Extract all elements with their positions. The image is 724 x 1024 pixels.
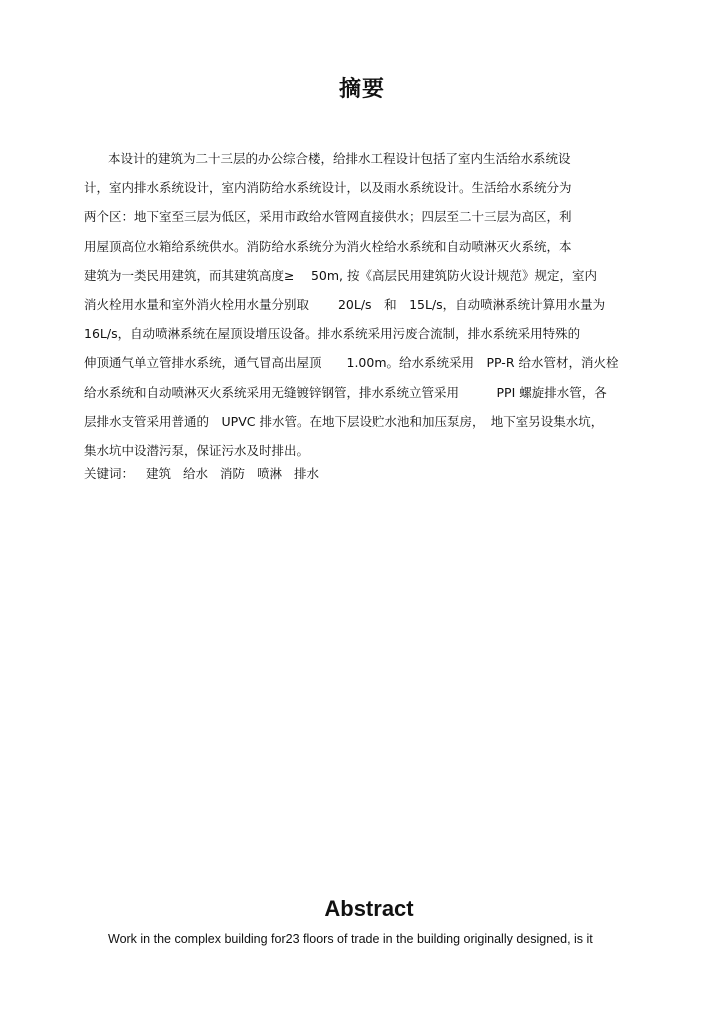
abstract-line: 集水坑中设潜污泵，保证污水及时排出。 [84, 442, 310, 458]
abstract-line: 16L/s，自动喷淋系统在屋顶设增压设备。排水系统采用污废合流制，排水系统采用特殊的 [84, 326, 581, 342]
abstract-line: 层排水支管采用普通的 UPVC 排水管。在地下层设贮水池和加压泵房， 地下室另设集水坑， [84, 413, 604, 429]
abstract-line: 用屋顶高位水箱给系统供水。消防给水系统分为消火栓给水系统和自动喷淋灭火系统，本 [84, 238, 572, 254]
abstract-line: 给水系统和自动喷淋灭火系统采用无缝镀锌钢管，排水系统立管采用 PPI 螺旋排水管，各 [84, 384, 607, 400]
abstract-line: 本设计的建筑为二十三层的办公综合楼，给排水工程设计包括了室内生活给水系统设 [108, 151, 571, 166]
keyword: 给水 [183, 466, 209, 482]
abstract-line: 消火栓用水量和室外消火栓用水量分别取 20L/s 和 15L/s，自动喷淋系统计算用水量为 [84, 296, 606, 312]
keyword: 排水 [294, 466, 320, 482]
abstract-body-cn [84, 150, 656, 487]
abstract-title-en: Abstract [324, 896, 414, 921]
keyword: 消防 [220, 466, 246, 482]
abstract-line: 伸顶通气单立管排水系统，通气冒高出屋顶 1.00m。给水系统采用 PP-R 给水管材，消火栓 [84, 355, 619, 371]
keywords-row [84, 465, 656, 487]
abstract-title-cn: 摘要 [338, 77, 385, 102]
keywords-label: 关键词： [84, 466, 135, 482]
keyword: 建筑 [146, 466, 172, 482]
abstract-line: 计，室内排水系统设计，室内消防给水系统设计，以及雨水系统设计。生活给水系统分为 [84, 180, 572, 196]
abstract-en-line: Work in the complex building for23 floors of trade in the building originally designed, is it [108, 932, 593, 946]
abstract-line: 两个区：地下室至三层为低区，采用市政给水管网直接供水；四层至二十三层为高区，利 [84, 209, 572, 225]
keyword: 喷淋 [257, 466, 283, 482]
abstract-line: 建筑为一类民用建筑，而其建筑高度≥ 50m, 按《高层民用建筑防火设计规范》规定，室内 [84, 267, 597, 283]
